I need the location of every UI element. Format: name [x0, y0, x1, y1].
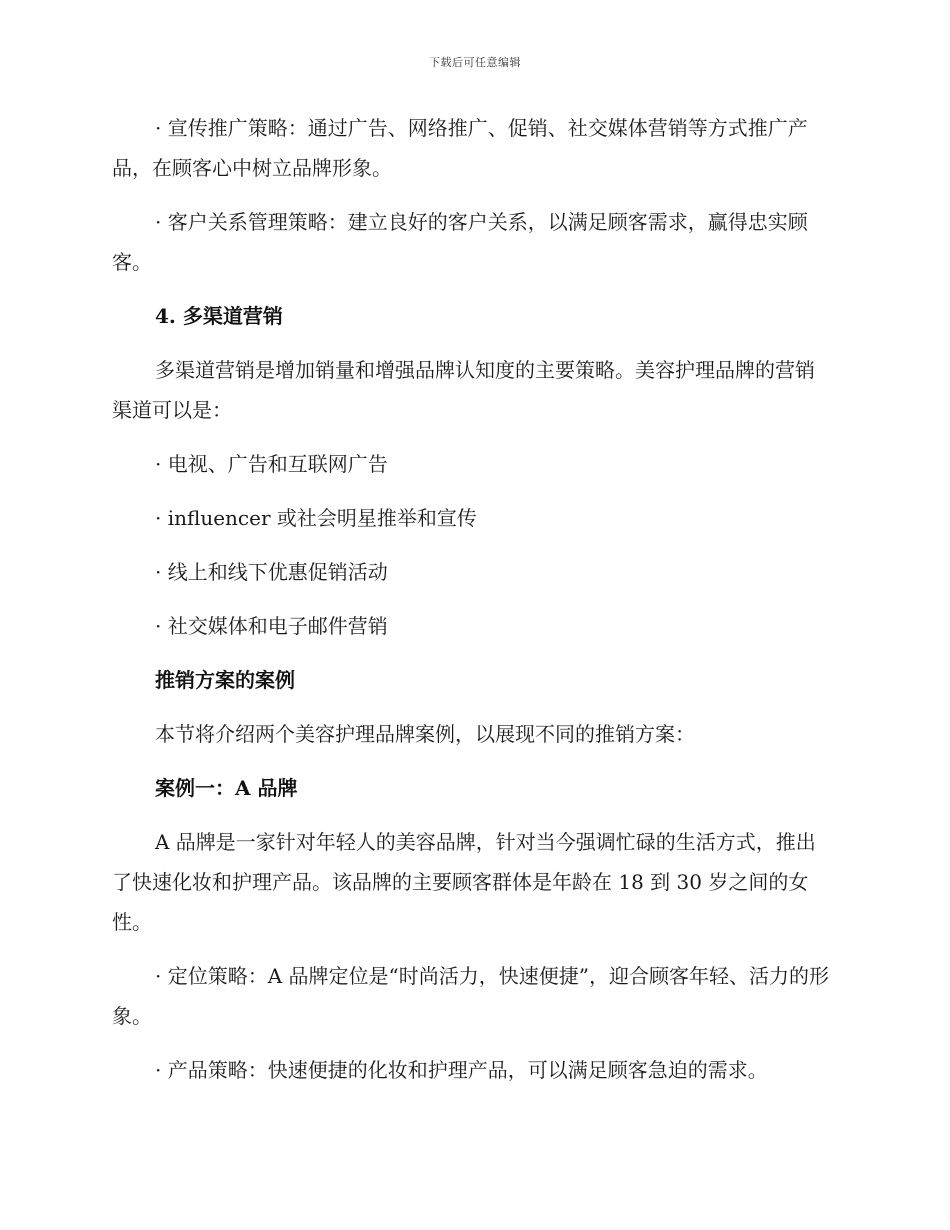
- paragraph-multichannel-intro: 多渠道营销是增加销量和增强品牌认知度的主要策略。美容护理品牌的营销渠道可以是：: [112, 358, 815, 422]
- section-heading-multichannel: 4. 多渠道营销: [155, 304, 283, 328]
- section-heading-cases: 推销方案的案例: [155, 668, 295, 692]
- page-header: 下载后可任意编辑: [429, 56, 521, 69]
- list-item-influencer: · influencer 或社会明星推举和宣传: [155, 506, 477, 530]
- paragraph-cases-intro: 本节将介绍两个美容护理品牌案例，以展现不同的推销方案：: [155, 722, 695, 746]
- paragraph-product-strategy: · 产品策略：快速便捷的化妆和护理产品，可以满足顾客急迫的需求。: [155, 1058, 768, 1082]
- paragraph-promotion-strategy: · 宣传推广策略：通过广告、网络推广、促销、社交媒体营销等方式推广产品，在顾客心中树立品牌形象。: [112, 116, 808, 180]
- section-heading-case-a: 案例一：A 品牌: [155, 776, 298, 800]
- list-item-promotions: · 线上和线下优惠促销活动: [155, 560, 388, 584]
- paragraph-case-a-description: A 品牌是一家针对年轻人的美容品牌，针对当今强调忙碌的生活方式，推出了快速化妆和护理产品。该品牌的主要顾客群体是年龄在 18 到 30 岁之间的女性。: [112, 830, 816, 934]
- list-item-social-email: · 社交媒体和电子邮件营销: [155, 614, 388, 638]
- paragraph-positioning-strategy: · 定位策略：A 品牌定位是“时尚活力，快速便捷”，迎合顾客年轻、活力的形象。: [112, 964, 829, 1028]
- document-body: [112, 108, 830, 1090]
- list-item-tv-ads: · 电视、广告和互联网广告: [155, 452, 388, 476]
- paragraph-crm-strategy: · 客户关系管理策略：建立良好的客户关系，以满足顾客需求，赢得忠实顾客。: [112, 210, 808, 274]
